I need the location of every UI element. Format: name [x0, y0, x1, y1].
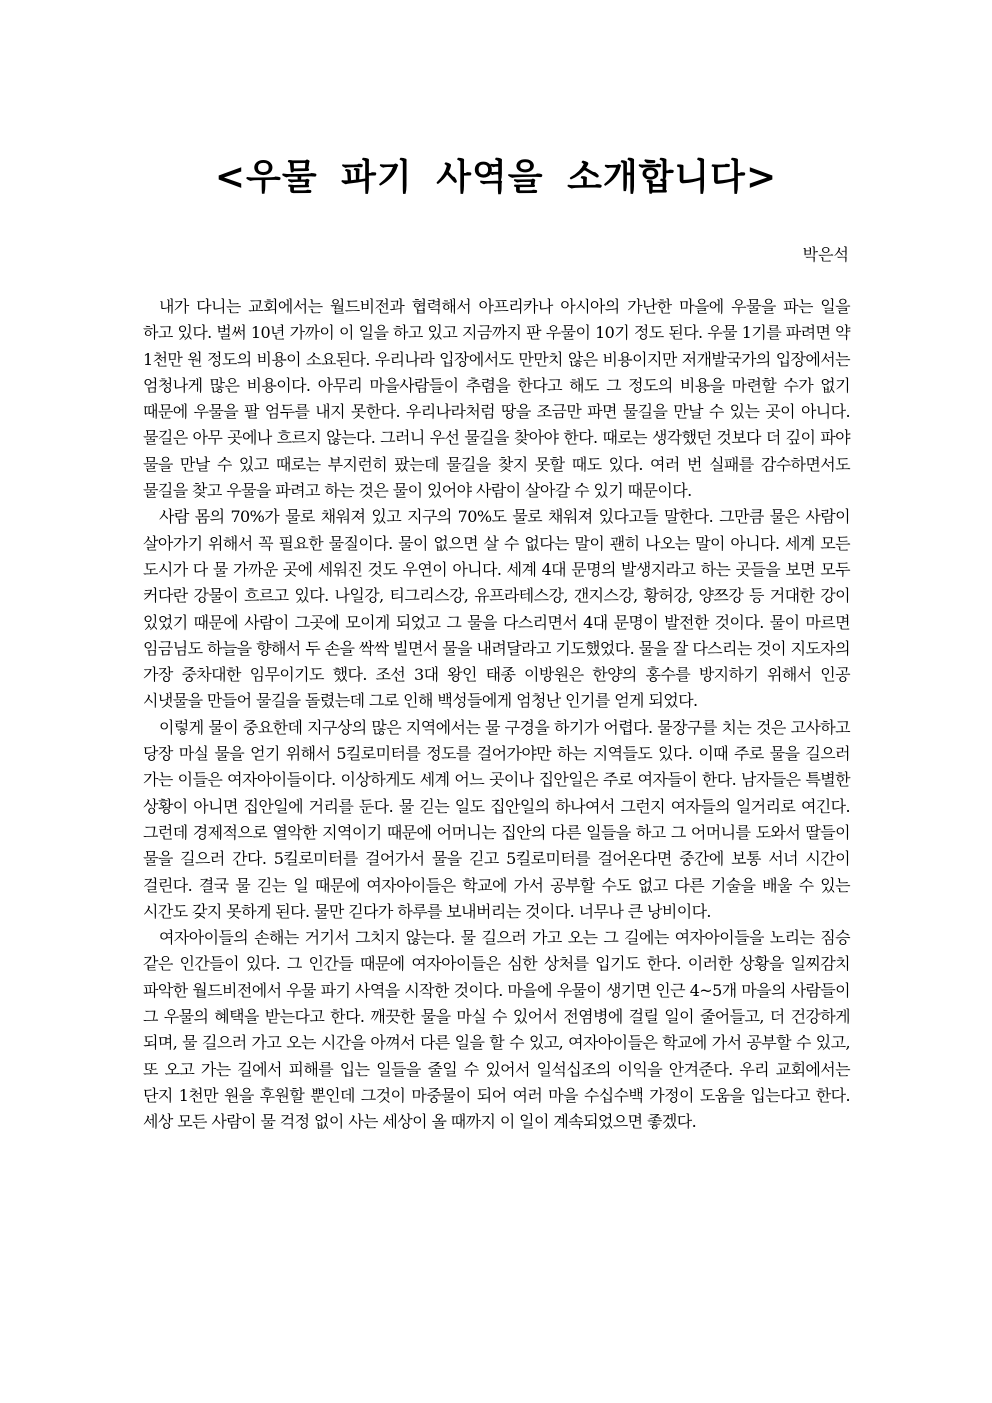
paragraph: 이렇게 물이 중요한데 지구상의 많은 지역에서는 물 구경을 하기가 어렵다. 물장구를 치는 것은 고사하고 당장 마실 물을 얻기 위해서 5킬로미터를 정도를 걸어가야만 하는 지역들도 있다. 이때 주로 물을 길으러 가는 이들은 여자아이들이다. 이상하게도 세계 어느 곳이나 집안일은 주로 여자들이 한다. 남자들은 특별한 상황이 아니면 집안일에 거리를 둔다. 물 긷는 일도 집안일의 하나여서 그런지 여자들의 일거리로 여긴다. 그런데 경제적으로 열악한 지역이기 때문에 어머니는 집안의 다른 일들을 하고 그 어머니를 도와서 딸들이 물을 길으러 간다. 5킬로미터를 걸어가서 물을 긷고 5킬로미터를 걸어온다면 중간에 보통 서너 시간이 걸린다. 결국 물 긷는 일 때문에 여자아이들은 학교에 가서 공부할 수도 없고 다른 기술을 배울 수 있는 시간도 갖지 못하게 된다. 물만 긷다가 하루를 보내버리는 것이다. 너무나 큰 낭비이다. [143, 717, 850, 921]
paragraph: 사람 몸의 70%가 물로 채워져 있고 지구의 70%도 물로 채워져 있다고들 말한다. 그만큼 물은 사람이 살아가기 위해서 꼭 필요한 물질이다. 물이 없으면 살 수 없다는 말이 괜히 나오는 말이 아니다. 세계 모든 도시가 다 물 가까운 곳에 세워진 것도 우연이 아니다. 세계 4대 문명의 발생지라고 하는 곳들을 보면 모두 커다란 강물이 흐르고 있다. 나일강, 티그리스강, 유프라테스강, 갠지스강, 황허강, 양쯔강 등 거대한 강이 있었기 때문에 사람이 그곳에 모이게 되었고 그 물을 다스리면서 4대 문명이 발전한 것이다. 물이 마르면 임금님도 하늘을 향해서 두 손을 싹싹 빌면서 물을 내려달라고 기도했었다. 물을 잘 다스리는 것이 지도자의 가장 중차대한 임무이기도 했다. 조선 3대 왕인 태종 이방원은 한양의 홍수를 방지하기 위해서 인공 시냇물을 만들어 물길을 돌렸는데 그로 인해 백성들에게 엄청난 인기를 얻게 되었다. [143, 507, 850, 711]
paragraph: 여자아이들의 손해는 거기서 그치지 않는다. 물 길으러 가고 오는 그 길에는 여자아이들을 노리는 짐승 같은 인간들이 있다. 그 인간들 때문에 여자아이들은 심한 상처를 입기도 한다. 이러한 상황을 일찌감치 파악한 월드비전에서 우물 파기 사역을 시작한 것이다. 마을에 우물이 생기면 인근 4~5개 마을의 사람들이 그 우물의 혜택을 받는다고 한다. 깨끗한 물을 마실 수 있어서 전염병에 걸릴 일이 줄어들고, 더 건강하게 되며, 물 길으러 가고 오는 시간을 아껴서 다른 일을 할 수 있고, 여자아이들은 학교에 가서 공부할 수 있고, 또 오고 가는 길에서 피해를 입는 일들을 줄일 수 있어서 일석십조의 이익을 안겨준다. 우리 교회에서는 단지 1천만 원을 후원할 뿐인데 그것이 마중물이 되어 여러 마을 수십수백 가정이 도움을 입는다고 한다. 세상 모든 사람이 물 걱정 없이 사는 세상이 올 때까지 이 일이 계속되었으면 좋겠다. [143, 928, 850, 1132]
document-body [143, 294, 850, 1136]
document-title: <우물 파기 사역을 소개합니다> [214, 156, 778, 198]
paragraph: 내가 다니는 교회에서는 월드비전과 협력해서 아프리카나 아시아의 가난한 마을에 우물을 파는 일을 하고 있다. 벌써 10년 가까이 이 일을 하고 있고 지금까지 판 우물이 10기 정도 된다. 우물 1기를 파려면 약 1천만 원 정도의 비용이 소요된다. 우리나라 입장에서도 만만치 않은 비용이지만 저개발국가의 입장에서는 엄청나게 많은 비용이다. 아무리 마을사람들이 추렴을 한다고 해도 그 정도의 비용을 마련할 수가 없기 때문에 우물을 팔 엄두를 내지 못한다. 우리나라처럼 땅을 조금만 파면 물길을 만날 수 있는 곳이 아니다. 물길은 아무 곳에나 흐르지 않는다. 그러니 우선 물길을 찾아야 한다. 때로는 생각했던 것보다 더 깊이 파야 물을 만날 수 있고 때로는 부지런히 팠는데 물길을 찾지 못할 때도 있다. 여러 번 실패를 감수하면서도 물길을 찾고 우물을 파려고 하는 것은 물이 있어야 사람이 살아갈 수 있기 때문이다. [143, 297, 850, 501]
author-name: 박은석 [802, 245, 849, 264]
